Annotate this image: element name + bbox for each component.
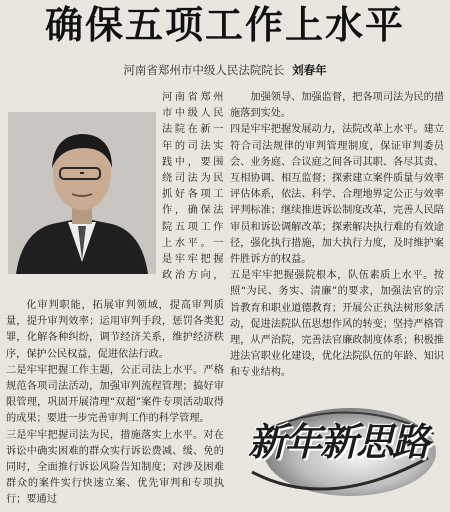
byline xyxy=(0,62,450,78)
article-intro-narrow: 河南省郑州市中级人民法院在新一年的司法实践中，要围绕司法为民抓好各项工作，确保法院五项工作上水平。一是牢牢把握政治方向， xyxy=(162,92,224,282)
article-right-column xyxy=(230,90,444,380)
author-name: 刘春年 xyxy=(292,63,327,77)
article-right-body: 加强领导、加强监督，把各项司法为民的措施落到实处。 四是牢牢把握发展动力，法院改革上水平。建立符合司法规律的审判管理制度，保证审判委员会、业务庭、合议庭之间各司其职、各尽其责、互相协调、相互监督；探索建立案件质量与效率评估体系，依法、科学、合理地界定公正与效率评判标准；继续推进诉讼制度改革，完善人民陪审员和诉讼调解改革；探索解决执行难的有效途径，强化执行措施，加大执行力度，及时维护案件胜诉方的权益。 五是牢牢把握强院根本，队伍素质上水平。按照“为民、务实、清廉”的要求，加强法官的宗旨教育和职业道德教育；开展公正执法树形象活动，促进法院队伍思想作风的转变；坚持严格管理，从严治院，完善法官廉政制度体系；积极推进法官职业化建设，优化法院队伍的年龄、知识和专业结构。 xyxy=(230,92,444,379)
column-badge xyxy=(238,388,444,506)
article-left-body: 化审判职能，拓展审判领域，提高审判质量，提升审判效率；运用审判手段，惩罚各类犯罪，化解各种纠纷，调节经济关系，维护经济秩序，保护公民权益，促进依法行政。 二是牢牢把握工作主题，公正司法上水平。严格规范各项司法活动，加强审判流程管理；搞好审限管理，巩固开展清理“双超”案件专项活动取得的成果；要进一步完善审判工作的科学管理。 三是牢牢把握司法为民，措施落实上水平。对在诉讼中确实困难的群众实行诉讼费减、缓、免的同时，全面推行诉讼风险告知制度；对涉及困难群众的案件实行快速立案、优先审判和专项执行；要通过 xyxy=(6,300,224,506)
headline: 确保五项工作上水平 xyxy=(44,2,405,47)
author-portrait-photo xyxy=(8,112,156,274)
column-badge-text: 新年新思路 xyxy=(248,419,429,464)
author-title: 河南省郑州市中级人民法院院长 xyxy=(123,63,285,77)
article-left-column xyxy=(6,298,224,512)
